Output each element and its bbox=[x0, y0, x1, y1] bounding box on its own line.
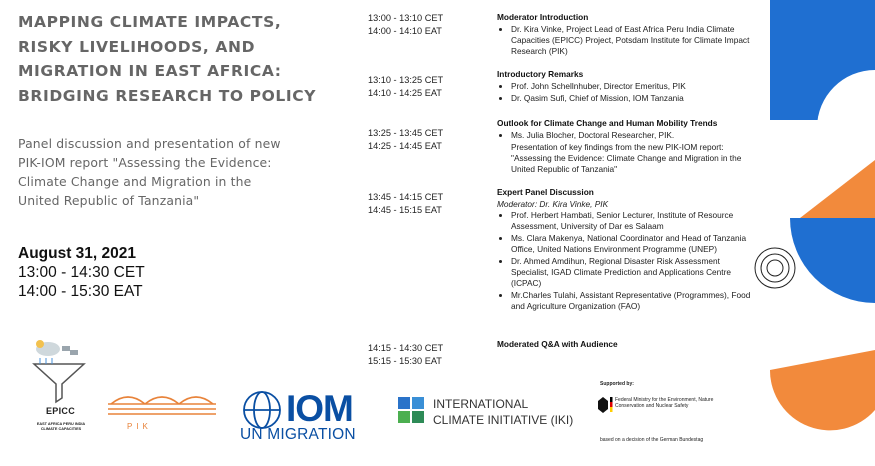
time-slot bbox=[368, 12, 443, 38]
time-cet: 13:00 - 13:10 CET bbox=[368, 13, 444, 23]
title-line: RISKY LIVELIHOODS, AND bbox=[18, 37, 256, 56]
bmu-logo-text: Federal Ministry for the Environment, Nature Conservation and Nuclear Safety bbox=[615, 397, 714, 410]
description-line: Panel discussion and presentation of new bbox=[18, 136, 281, 151]
iki-line: CLIMATE INITIATIVE (IKI) bbox=[433, 413, 574, 427]
speaker-item: • Dr. Qasim Sufi, Chief of Mission, IOM Tanzania bbox=[511, 93, 757, 104]
time-cet: 13:45 - 14:15 CET bbox=[368, 192, 444, 202]
title-line: MIGRATION IN EAST AFRICA: bbox=[18, 62, 282, 80]
concentric-circles-icon bbox=[755, 248, 795, 288]
speaker-item: • Ms. Clara Makenya, National Coordinator and Head of Tanzania Office, United Nations Environment Programme (UNEP) bbox=[511, 233, 757, 255]
time-eat: 14:10 - 14:25 EAT bbox=[368, 88, 442, 98]
section-heading: Moderator Introduction bbox=[497, 12, 589, 22]
speaker-item: • Ms. Julia Blocher, Doctoral Researcher, PIK. bbox=[511, 130, 757, 141]
section-note: Presentation of key findings from the new PIK-IOM report: "Assessing the Evidence: Climate Change and Migration in the United Republic of Tanzania" bbox=[511, 142, 742, 174]
program-section bbox=[497, 187, 757, 313]
event-date-block bbox=[18, 244, 145, 301]
iom-logo-text: IOM bbox=[286, 388, 353, 429]
iom-emblem-icon bbox=[244, 392, 280, 428]
iki-logo-icon bbox=[398, 397, 424, 423]
time-slot bbox=[368, 342, 443, 368]
iki-line: INTERNATIONAL bbox=[433, 397, 529, 411]
iki-logo-text bbox=[433, 396, 573, 428]
time-cet: 14:15 - 14:30 CET bbox=[368, 343, 444, 353]
time-eat: 14:25 - 14:45 EAT bbox=[368, 141, 442, 151]
supported-by-label: Supported by: bbox=[600, 381, 634, 387]
time-slot bbox=[368, 191, 443, 217]
speaker-item: • Mr.Charles Tulahi, Assistant Representative (Programmes), Food and Agriculture Organization (FAO) bbox=[511, 290, 757, 312]
section-moderator: Moderator: Dr. Kira Vinke, PIK bbox=[497, 199, 609, 209]
time-eat: 15:15 - 15:30 EAT bbox=[368, 356, 442, 366]
epicc-logo-icon bbox=[34, 340, 84, 402]
time-eat: 14:00 - 14:10 EAT bbox=[368, 26, 442, 36]
bundestag-note: based on a decision of the German Bundestag bbox=[600, 437, 704, 443]
speaker-list bbox=[497, 81, 757, 104]
section-heading: Outlook for Climate Change and Human Mobility Trends bbox=[497, 118, 718, 128]
speaker-list bbox=[497, 24, 757, 57]
section-heading: Introductory Remarks bbox=[497, 69, 584, 79]
time-cet: 13:10 - 13:25 CET bbox=[368, 75, 444, 85]
pik-logo-icon bbox=[108, 397, 216, 414]
title-line: BRIDGING RESEARCH TO POLICY bbox=[18, 86, 317, 105]
event-description bbox=[18, 134, 348, 210]
speaker-item: • Dr. Ahmed Amdihun, Regional Disaster Risk Assessment Specialist, IGAD Climate Prediction and Applications Centre (ICPAC) bbox=[511, 256, 757, 289]
epicc-logo-subtext: EAST AFRICA PERU INDIA CLIMATE CAPACITIES bbox=[36, 422, 86, 431]
bmu-eagle-icon bbox=[598, 397, 613, 413]
epicc-logo-text: EPICC bbox=[46, 406, 76, 416]
program-section bbox=[497, 339, 757, 351]
iom-logo-subtext: UN MIGRATION bbox=[240, 426, 356, 443]
program-section bbox=[497, 12, 757, 58]
speaker-list bbox=[497, 130, 757, 141]
speaker-item: • Dr. Kira Vinke, Project Lead of East Africa Peru India Climate Capacities (EPICC) Project, Potsdam Institute for Climate Impact Research (PIK) bbox=[511, 24, 757, 57]
event-time-cet: 13:00 - 14:30 CET bbox=[18, 264, 145, 281]
right-shapes bbox=[755, 0, 875, 430]
time-eat: 14:45 - 15:15 EAT bbox=[368, 205, 442, 215]
program-section bbox=[497, 69, 757, 105]
pik-logo-text: PIK bbox=[127, 422, 152, 431]
time-slot bbox=[368, 127, 443, 153]
event-time-eat: 14:00 - 15:30 EAT bbox=[18, 283, 143, 300]
description-line: United Republic of Tanzania" bbox=[18, 193, 200, 208]
speaker-item: • Prof. Herbert Hambati, Senior Lecturer, Institute of Resource Assessment, University of Dar es Salaam bbox=[511, 210, 757, 232]
description-line: Climate Change and Migration in the bbox=[18, 174, 252, 189]
time-slot bbox=[368, 74, 443, 100]
description-line: PIK-IOM report "Assessing the Evidence: bbox=[18, 155, 272, 170]
event-title bbox=[18, 10, 358, 108]
event-date: August 31, 2021 bbox=[18, 245, 137, 262]
speaker-item: • Prof. John Schellnhuber, Director Emeritus, PIK bbox=[511, 81, 757, 92]
title-line: MAPPING CLIMATE IMPACTS, bbox=[18, 13, 282, 31]
program-section bbox=[497, 118, 757, 175]
speaker-list bbox=[497, 210, 757, 312]
time-cet: 13:25 - 13:45 CET bbox=[368, 128, 444, 138]
section-heading: Expert Panel Discussion bbox=[497, 187, 594, 197]
section-heading: Moderated Q&A with Audience bbox=[497, 339, 618, 349]
